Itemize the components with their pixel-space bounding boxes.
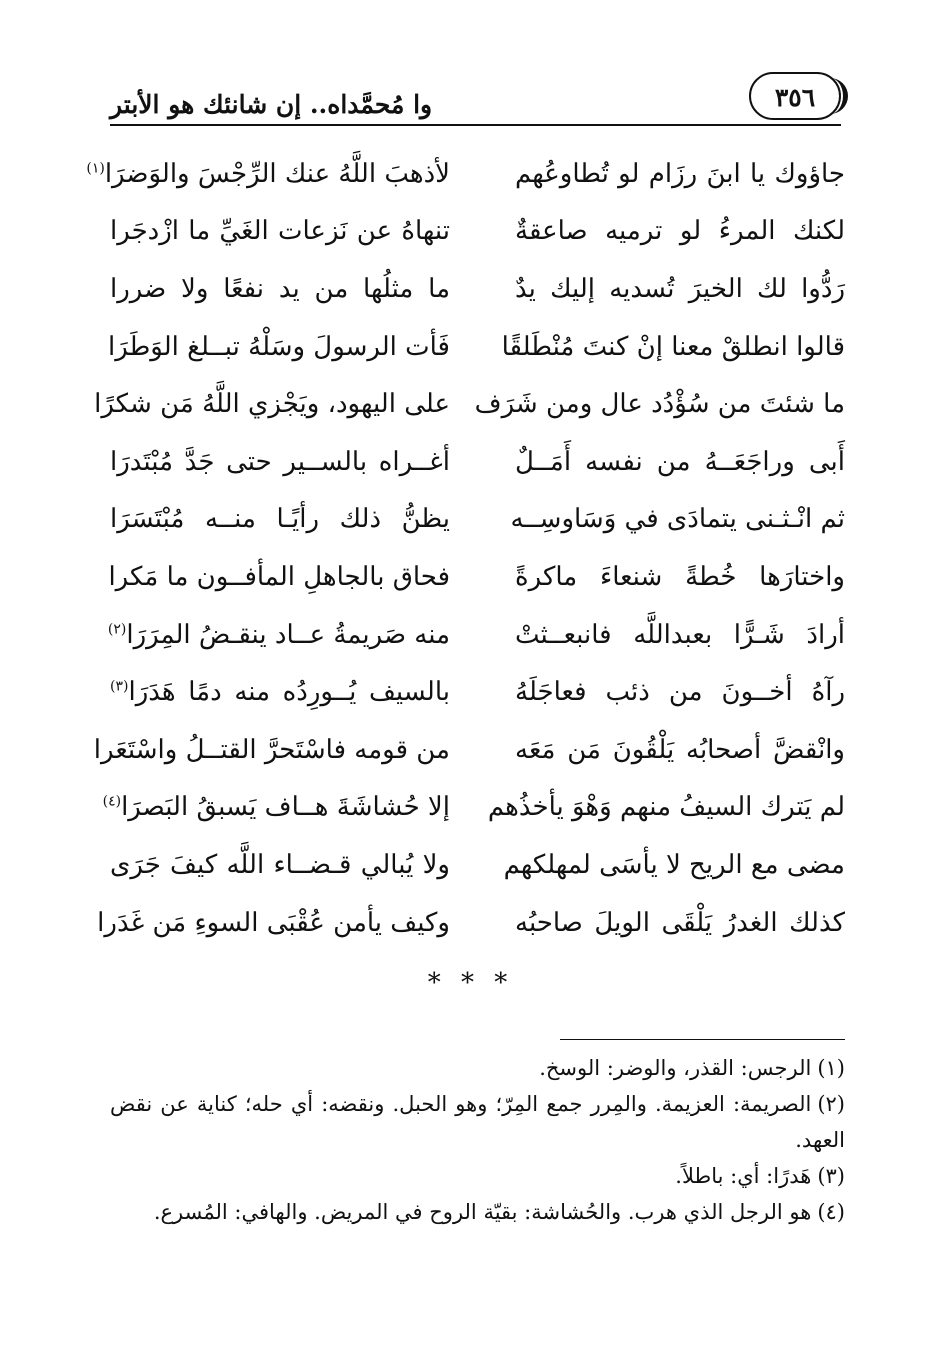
page-number: ٣٥٦ <box>749 72 841 120</box>
hemistich-second <box>107 619 450 650</box>
hemistich-first: رَدُّوا لك الخيرَ تُسديه إليك يدٌ <box>515 273 845 304</box>
hemistich-second: على اليهود، ويَجْزي اللَّهُ مَن شكرًا <box>94 389 450 420</box>
verse <box>110 548 845 606</box>
verse <box>102 779 845 837</box>
header-rule <box>110 124 841 126</box>
hemistich-second: تنهاهُ عن نَزعات الغَيِّ ما ازْدجَرا <box>110 216 450 247</box>
hemistich-first: وانْقضَّ أصحابُه يَلْقُونَ مَن مَعَه <box>515 734 845 765</box>
footnote-ref: (٣) <box>110 678 129 695</box>
footnote-text: هَدرًا: أي: باطلاً. <box>675 1164 812 1188</box>
hemistich-first: جاؤوك يا ابنَ رزَام لو تُطاوعُهم <box>515 158 845 189</box>
hemistich-first: أَبى وراجَعَــهُ من نفسه أَمَــلٌ <box>515 446 845 477</box>
verse <box>93 721 845 779</box>
footnote-text: هو الرجل الذي هرب. والحُشاشة: بقيّة الروح في المريض. والهافي: المُسرع. <box>153 1200 812 1224</box>
footnote-number: (٣) <box>817 1164 845 1188</box>
header-title: وا مُحمَّداه.. إن شانئك هو الأبتر <box>110 90 433 119</box>
footnote-number: (١) <box>817 1056 845 1080</box>
hemistich-first: كذلك الغدرُ يَلْقَى الويلَ صاحبُه <box>515 907 845 938</box>
poem <box>86 145 845 951</box>
hemistich-text: إلا حُشاشَةَ هــاف يَسبقُ البَصرَا <box>121 792 450 823</box>
hemistich-first: واختارَها خُطةً شنعاءَ ماكرةً <box>515 561 845 592</box>
hemistich-first: لكنك المرءُ لو ترميه صاعقةٌ <box>515 216 845 247</box>
verse <box>94 375 845 433</box>
verse <box>110 491 845 549</box>
footnote-rule <box>560 1039 845 1040</box>
footnote <box>110 1158 845 1194</box>
verse <box>86 145 845 203</box>
verse <box>107 606 845 664</box>
hemistich-first: لم يَترك السيفُ منهم وَهْوَ يأخذُهم <box>487 792 845 823</box>
hemistich-first: مضى مع الريح لا يأسَى لمهلكهم <box>503 849 845 880</box>
hemistich-text: بالسيف يُــورِدُه منه دمًا هَدَرَا <box>128 677 450 708</box>
verse <box>110 663 845 721</box>
verse <box>110 318 845 376</box>
footnote <box>110 1086 845 1158</box>
footnote-text: الرجس: القذر، والوضر: الوسخ. <box>539 1056 812 1080</box>
footnote-number: (٢) <box>817 1092 845 1116</box>
footnote <box>110 1194 845 1230</box>
verse <box>110 836 845 894</box>
hemistich-first: ما شئتَ من سُؤْدُد عال ومن شَرَف <box>474 389 845 420</box>
verse <box>110 260 845 318</box>
hemistich-first: قالوا انطلقْ معنا إنْ كنتَ مُنْطَلقًا <box>501 331 845 362</box>
section-separator: * * * <box>427 968 514 998</box>
hemistich-text: لأذهبَ اللَّهُ عنك الرِّجْسَ والوَضرَا <box>104 158 450 189</box>
hemistich-second: أغــراه بالســير حتى جَدَّ مُبْتَدرَا <box>110 446 450 477</box>
hemistich-second: فحاق بالجاهلِ المأفــون ما مَكرا <box>108 561 450 592</box>
footnote-number: (٤) <box>817 1200 845 1224</box>
footnote-ref: (٤) <box>102 793 122 810</box>
hemistich-second: فَأت الرسولَ وسَلْهُ تبــلغ الوَطَرَا <box>108 331 450 362</box>
hemistich-text: منه صَريمةُ عــاد ينقـضُ المِرَرَا <box>126 619 450 650</box>
hemistich-second: ما مثلُها من يد نفعًا ولا ضررا <box>110 273 450 304</box>
hemistich-first: ثم انْـثـنى يتمادَى في وَسَاوسِــه <box>510 504 845 535</box>
hemistich-second <box>110 677 450 707</box>
footnote-ref: (١) <box>86 160 105 177</box>
hemistich-first: رآهُ أخــونَ من ذئب فعاجَلَهُ <box>515 677 845 708</box>
verse <box>97 894 845 952</box>
hemistich-first: أرادَ شَـرًّا بعبداللَّه فانبعــثتْ <box>515 619 845 650</box>
hemistich-second: من قومه فاسْتَحرَّ القتــلُ واسْتَعَرا <box>93 734 450 765</box>
hemistich-second: ولا يُبالي قـضــاء اللَّه كيفَ جَرَى <box>110 849 450 880</box>
hemistich-second: وكيف يأمن عُقْبَى السوءِ مَن غَدَرا <box>97 907 450 938</box>
hemistich-second <box>102 792 450 823</box>
footnote-text: الصريمة: العزيمة. والمِرر جمع المِرّ؛ وهو الحبل. ونقضه: أي حله؛ كناية عن نقض العهد. <box>110 1092 845 1152</box>
verse <box>110 433 845 491</box>
hemistich-second <box>86 158 450 189</box>
footnote-ref: (٢) <box>107 620 127 637</box>
verse <box>110 203 845 261</box>
page-header <box>110 62 841 132</box>
footnote <box>110 1050 845 1086</box>
footnotes <box>110 1050 845 1230</box>
hemistich-second: يظنُّ ذلك رأيًـا منــه مُبْتَسَرَا <box>110 504 450 535</box>
